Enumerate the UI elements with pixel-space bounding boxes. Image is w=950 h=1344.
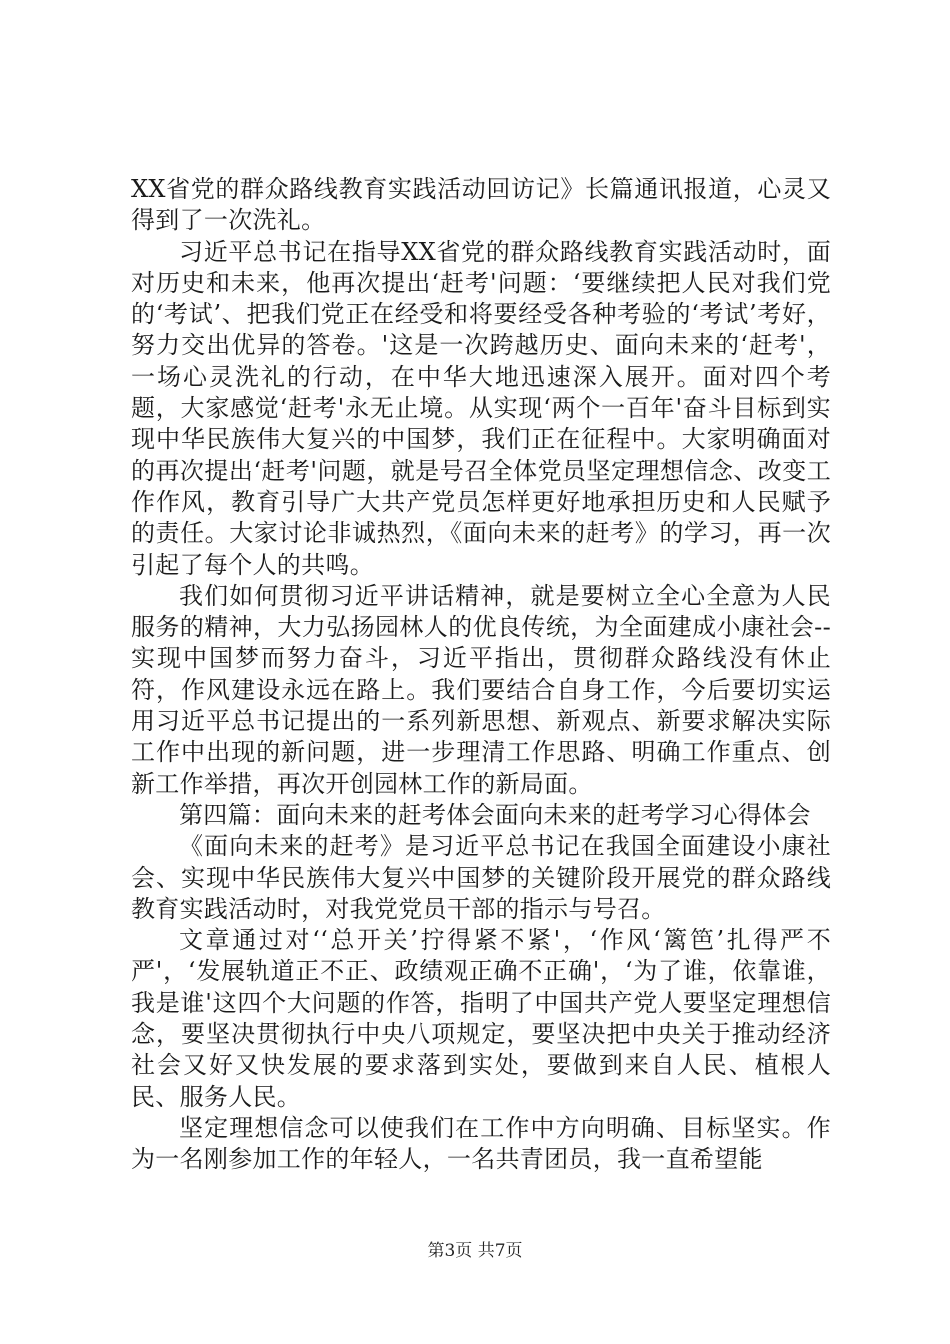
paragraph-1: XX省党的群众路线教育实践活动回访记》长篇通讯报道，心灵又得到了一次洗礼。 (131, 175, 831, 235)
paragraph-4: 《面向未来的赶考》是习近平总书记在我国全面建设小康社会、实现中华民族伟大复兴中国梦的关键阶段开展党的群众路线教育实践活动时，对我党党员干部的指示与号召。 (131, 832, 831, 923)
paragraph-6: 坚定理想信念可以使我们在工作中方向明确、目标坚实。作为一名刚参加工作的年轻人，一名共青团员，我一直希望能 (131, 1113, 831, 1174)
document-body (131, 174, 831, 1176)
paragraph-2: 习近平总书记在指导XX省党的群众路线教育实践活动时，面对历史和未来，他再次提出‘赶考'问题：‘要继续把人民对我们党的‘考试’、把我们党正在经受和将要经受各种考验的‘考试’考好，努力交出优异的答卷。'这是一次跨越历史、面向未来的‘赶考'，一场心灵洗礼的行动，在中华大地迅速深入展开。面对四个考题，大家感觉‘赶考'永无止境。从实现‘两个一百年'奋斗目标到实现中华民族伟大复兴的中国梦，我们正在征程中。大家明确面对的再次提出‘赶考'问题，就是号召全体党员坚定理想信念、改变工作作风，教育引导广大共产党员怎样更好地承担历史和人民赋予的责任。大家讨论非诚热烈，《面向未来的赶考》的学习，再一次引起了每个人的共鸣。 (131, 237, 831, 579)
section-heading: 第四篇：面向未来的赶考体会面向未来的赶考学习心得体会 (179, 800, 811, 829)
paragraph-3: 我们如何贯彻习近平讲话精神，就是要树立全心全意为人民服务的精神，大力弘扬园林人的优良传统，为全面建成小康社会--实现中国梦而努力奋斗，习近平指出，贯彻群众路线没有休止符，作风建设永远在路上。我们要结合自身工作，今后要切实运用习近平总书记提出的一系列新思想、新观点、新要求解决实际工作中出现的新问题，进一步理清工作思路、明确工作重点、创新工作举措，再次开创园林工作的新局面。 (131, 581, 831, 798)
page-footer: 第3页 共7页 (427, 1241, 523, 1261)
paragraph-5: 文章通过对‘‘总开关’拧得紧不紧'，‘作风‘篱笆’扎得严不严'，‘发展轨道正不正、政绩观正确不正确'，‘为了谁，依靠谁，我是谁'这四个大问题的作答，指明了中国共产党人要坚定理想信念，要坚决贯彻执行中央八项规定，要坚决把中央关于推动经济社会又好又快发展的要求落到实处，要做到来自人民、植根人民、服务人民。 (131, 926, 831, 1111)
